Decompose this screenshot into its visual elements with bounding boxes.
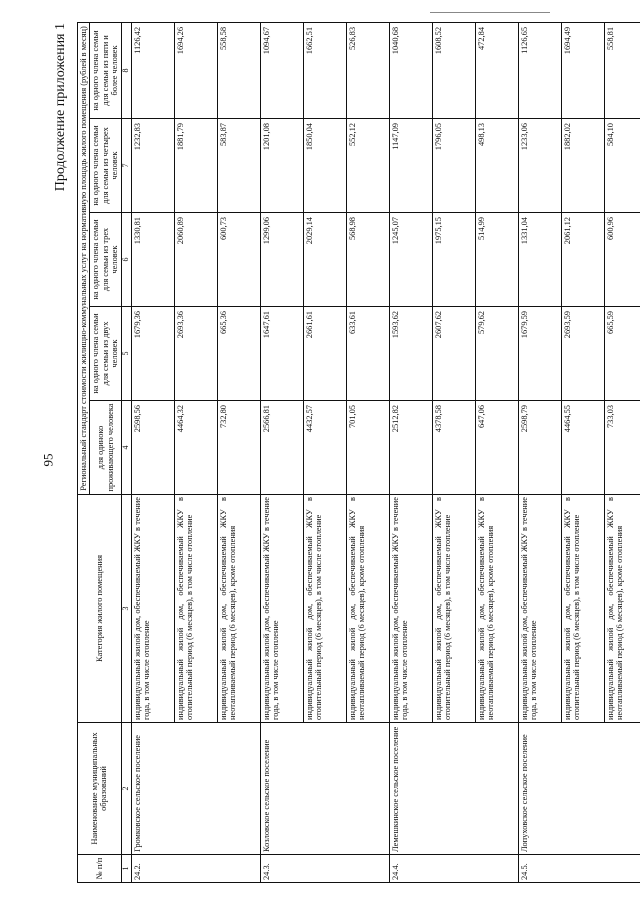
cost-value: 1881,79 [174, 119, 217, 213]
municipality-name: Лемешкинское сельское поселение [389, 723, 518, 855]
cost-value: 1147,09 [389, 119, 432, 213]
table-row [260, 22, 303, 882]
cost-value: 1201,08 [260, 119, 303, 213]
header-sub-1: для одиноко проживающего человека [90, 401, 121, 495]
col-number: 6 [121, 213, 131, 307]
cost-value: 526,83 [346, 22, 389, 118]
cost-value: 732,80 [217, 401, 260, 495]
cost-value: 647,06 [475, 401, 518, 495]
cost-value: 1694,26 [174, 22, 217, 118]
row-number: 24.2. [131, 855, 260, 883]
cost-value: 2661,61 [303, 307, 346, 401]
cost-value: 733,03 [604, 401, 640, 495]
cost-value: 558,81 [604, 22, 640, 118]
header-category: Категория жилого помещения [78, 495, 122, 723]
cost-value: 1126,65 [518, 22, 561, 118]
cost-value: 2566,81 [260, 401, 303, 495]
table-row [389, 22, 432, 882]
header-sub-3: на одного члена семьи для семьи из трех человек [90, 213, 121, 307]
municipality-name: Козловское сельское поселение [260, 723, 389, 855]
row-number: 24.4. [389, 855, 518, 883]
cost-value: 1647,61 [260, 307, 303, 401]
cost-value: 1679,36 [131, 307, 174, 401]
cost-value: 579,62 [475, 307, 518, 401]
col-number: 8 [121, 22, 131, 118]
cost-value: 2598,56 [131, 401, 174, 495]
cost-value: 1126,42 [131, 22, 174, 118]
housing-cost-table [77, 22, 640, 883]
col-number: 4 [121, 401, 131, 495]
housing-category: индивидуальный жилой дом, обеспечиваемый ЖКУ в отопительный период (6 месяцев), в том числе отопление [561, 495, 604, 723]
cost-value: 1331,04 [518, 213, 561, 307]
cost-value: 1299,06 [260, 213, 303, 307]
header-sub-2: на одного члена семьи для семьи из двух человек [90, 307, 121, 401]
housing-category: индивидуальный жилой дом, обеспечиваемый ЖКУ в отопительный период (6 месяцев), в том числе отопление [303, 495, 346, 723]
row-number: 24.3. [260, 855, 389, 883]
cost-value: 1975,15 [432, 213, 475, 307]
housing-category: индивидуальный жилой дом, обеспечиваемый ЖКУ в отопительный период (6 месяцев), в том числе отопление [174, 495, 217, 723]
cost-value: 2060,89 [174, 213, 217, 307]
cost-value: 633,61 [346, 307, 389, 401]
col-number: 5 [121, 307, 131, 401]
housing-category: индивидуальный жилой дом, обеспечиваемый ЖКУ в неотапливаемый период (6 месяцев), кроме отопления [475, 495, 518, 723]
cost-value: 514,99 [475, 213, 518, 307]
cost-value: 2061,12 [561, 213, 604, 307]
cost-value: 1593,62 [389, 307, 432, 401]
cost-value: 665,59 [604, 307, 640, 401]
header-standard: Региональный стандарт стоимости жилищно-коммунальных услуг на нормативную площадь жилого помещения (рублей в месяц) [78, 22, 90, 494]
cost-value: 584,10 [604, 119, 640, 213]
cost-value: 4464,55 [561, 401, 604, 495]
header-row-1 [78, 22, 90, 882]
cost-value: 552,12 [346, 119, 389, 213]
table-body [131, 22, 640, 882]
cost-value: 2693,36 [174, 307, 217, 401]
cost-value: 2029,14 [303, 213, 346, 307]
cost-value: 1796,05 [432, 119, 475, 213]
col-number: 7 [121, 119, 131, 213]
cost-value: 1850,04 [303, 119, 346, 213]
cost-value: 1245,07 [389, 213, 432, 307]
column-number-row [121, 22, 131, 882]
housing-category: индивидуальный жилой дом, обеспечиваемый ЖКУ в течение года, в том числе отопление [131, 495, 174, 723]
col-number: 1 [121, 855, 131, 883]
header-sub-5: на одного члена семьи для семьи из пяти и более человек [90, 22, 121, 118]
housing-category: индивидуальный жилой дом, обеспечиваемый ЖКУ в течение года, в том числе отопление [260, 495, 303, 723]
cost-value: 498,13 [475, 119, 518, 213]
cost-value: 2512,82 [389, 401, 432, 495]
cost-value: 472,84 [475, 22, 518, 118]
cost-value: 1662,51 [303, 22, 346, 118]
cost-value: 558,58 [217, 22, 260, 118]
cost-value: 583,87 [217, 119, 260, 213]
cost-value: 1694,49 [561, 22, 604, 118]
table-row [518, 22, 561, 882]
cost-value: 1040,68 [389, 22, 432, 118]
col-number: 2 [121, 723, 131, 855]
cost-value: 1232,83 [131, 119, 174, 213]
page-number-text: 95 [40, 453, 56, 467]
cost-value: 1679,59 [518, 307, 561, 401]
cost-value: 665,36 [217, 307, 260, 401]
appendix-title: Продолжение приложения 1 [53, 23, 68, 192]
cost-value: 4464,32 [174, 401, 217, 495]
cost-value: 1882,02 [561, 119, 604, 213]
cost-value: 2598,79 [518, 401, 561, 495]
housing-category: индивидуальный жилой дом, обеспечиваемый ЖКУ в течение года, в том числе отопление [389, 495, 432, 723]
cost-value: 701,05 [346, 401, 389, 495]
cost-value: 1094,67 [260, 22, 303, 118]
header-sub-4: на одного члена семьи для семьи из четырех человек [90, 119, 121, 213]
municipality-name: Лопуховское сельское поселение [518, 723, 640, 855]
cost-value: 568,98 [346, 213, 389, 307]
rotated-page-content [53, 23, 624, 883]
housing-category: индивидуальный жилой дом, обеспечиваемый ЖКУ в неотапливаемый период (6 месяцев), кроме отопления [217, 495, 260, 723]
cost-value: 2693,59 [561, 307, 604, 401]
housing-category: индивидуальный жилой дом, обеспечиваемый ЖКУ в неотапливаемый период (6 месяцев), кроме отопления [346, 495, 389, 723]
header-num: № п/п [78, 855, 122, 883]
col-number: 3 [121, 495, 131, 723]
cost-value: 1233,06 [518, 119, 561, 213]
cost-value: 1608,52 [432, 22, 475, 118]
row-number: 24.5. [518, 855, 640, 883]
cost-value: 2607,62 [432, 307, 475, 401]
cost-value: 4432,57 [303, 401, 346, 495]
housing-category: индивидуальный жилой дом, обеспечиваемый ЖКУ в отопительный период (6 месяцев), в том числе отопление [432, 495, 475, 723]
cost-value: 1330,81 [131, 213, 174, 307]
housing-category: индивидуальный жилой дом, обеспечиваемый ЖКУ в неотапливаемый период (6 месяцев), кроме отопления [604, 495, 640, 723]
table-row [131, 22, 174, 882]
cost-value: 600,96 [604, 213, 640, 307]
page-number [42, 452, 55, 468]
top-margin-line [430, 12, 550, 13]
housing-category: индивидуальный жилой дом, обеспечиваемый ЖКУ в течение года, в том числе отопление [518, 495, 561, 723]
cost-value: 4378,58 [432, 401, 475, 495]
cost-value: 600,73 [217, 213, 260, 307]
header-municipality: Наименование муниципальных образований [78, 723, 122, 855]
municipality-name: Громковское сельское поселение [131, 723, 260, 855]
